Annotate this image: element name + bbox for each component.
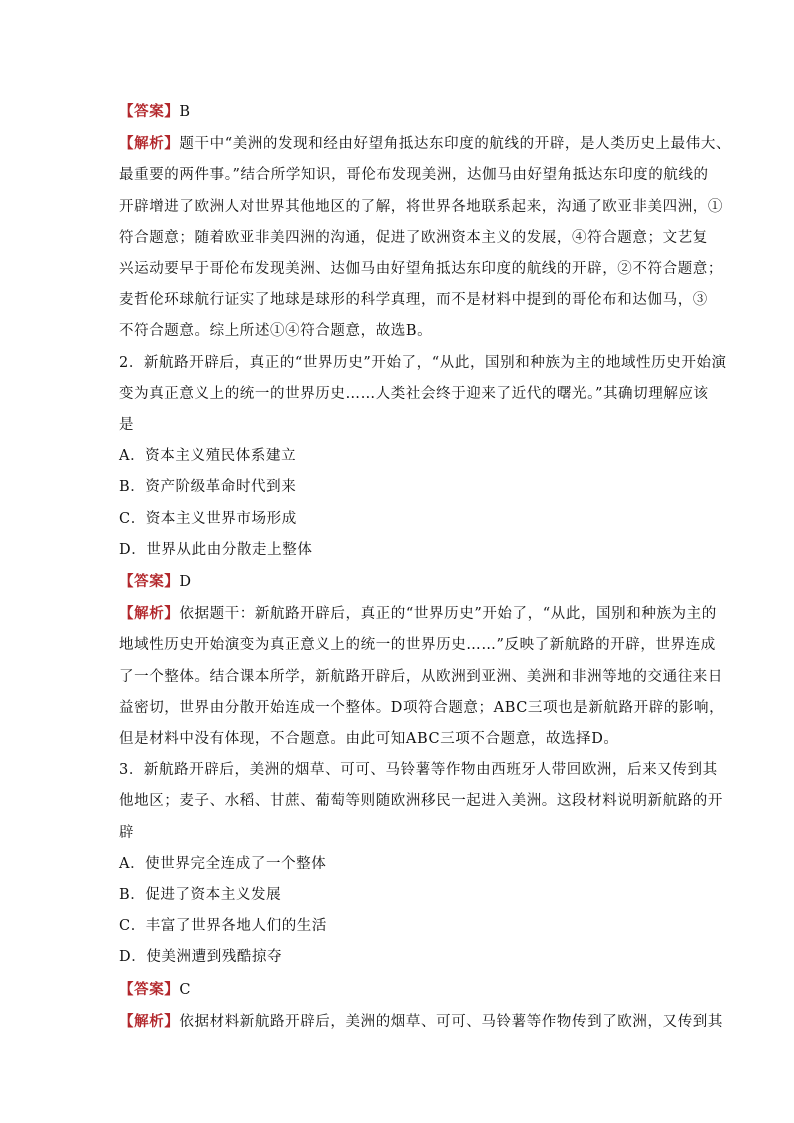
document-page: [119, 96, 732, 1038]
option-b: B．促进了资本主义发展: [119, 887, 282, 904]
answer-tag: 【答案】: [119, 103, 180, 120]
analysis-text-line: 但是材料中没有体现，不合题意。由此可知ABC三项不合题意，故选择D。: [119, 731, 619, 748]
analysis-line: [119, 128, 732, 160]
analysis-text: 题干中“美洲的发现和经由好望角抵达东印度的航线的开辟，是人类历史上最伟大、: [179, 136, 732, 153]
analysis-tag: 【解析】: [119, 1012, 180, 1030]
answer-line: [119, 974, 679, 1006]
analysis-text-line: 地域性历史开始演变为真正意义上的统一的世界历史……”反映了新航路的开辟，世界连成: [119, 637, 716, 654]
option-a: A．资本主义殖民体系建立: [119, 448, 297, 465]
answer-line: [119, 96, 679, 128]
analysis-text-line: 了一个整体。结合课本所学，新航路开辟后，从欧洲到亚洲、美洲和非洲等地的交通往来日: [119, 668, 723, 685]
option-d: D．世界从此由分散走上整体: [119, 541, 313, 558]
analysis-text-line: 不符合题意。综上所述①④符合题意，故选B。: [119, 323, 433, 340]
question-stem-line: 他地区；麦子、水稻、甘蔗、葡萄等则随欧洲移民一起进入美洲。这段材料说明新航路的开: [119, 793, 723, 810]
question-stem-line: 是: [119, 417, 135, 434]
question-stem-line: 变为真正意义上的统一的世界历史……人类社会终于迎来了近代的曙光。”其确切理解应该: [119, 385, 709, 402]
question-stem-line: 3．新航路开辟后，美洲的烟草、可可、马铃薯等作物由西班牙人带回欧洲，后来又传到其: [119, 762, 718, 779]
analysis-tag: 【解析】: [119, 605, 180, 623]
analysis-text-line: 最重要的两件事。”结合所学知识，哥伦布发现美洲，达伽马由好望角抵达东印度的航线的: [119, 167, 709, 184]
analysis-text-line: 麦哲伦环球航行证实了地球是球形的科学真理，而不是材料中提到的哥伦布和达伽马，③: [119, 292, 708, 309]
analysis-text-line: 兴运动要早于哥伦布发现美洲、达伽马由好望角抵达东印度的航线的开辟，②不符合题意；: [119, 261, 723, 278]
option-c: C．丰富了世界各地人们的生活: [119, 918, 327, 935]
option-a: A．使世界完全连成了一个整体: [119, 855, 327, 872]
option-b: B．资产阶级革命时代到来: [119, 479, 297, 496]
analysis-line: [119, 1006, 724, 1038]
answer-value: D: [179, 574, 192, 591]
analysis-text-line: 符合题意；随着欧亚非美四洲的沟通，促进了欧洲资本主义的发展，④符合题意；文艺复: [119, 229, 708, 246]
answer-tag: 【答案】: [119, 573, 180, 591]
analysis-text-line: 益密切，世界由分散开始连成一个整体。D项符合题意；ABC三项也是新航路开辟的影响，: [119, 699, 725, 716]
question-stem-line: 2．新航路开辟后，真正的“世界历史”开始了，“从此，国别和种族为主的地域性历史开始演: [119, 354, 727, 371]
analysis-text: 依据题干：新航路开辟后，真正的“世界历史”开始了，“从此，国别和种族为主的: [179, 606, 717, 623]
analysis-line: [119, 598, 717, 630]
answer-tag: 【答案】: [119, 980, 180, 998]
analysis-tag: 【解析】: [119, 135, 180, 153]
option-d: D．使美洲遭到残酷掠夺: [119, 949, 283, 966]
analysis-text-line: 开辟增进了欧洲人对世界其他地区的了解，将世界各地联系起来，沟通了欧亚非美四洲，①: [119, 198, 723, 215]
answer-value: C: [179, 981, 192, 998]
option-c: C．资本主义世界市场形成: [119, 510, 297, 527]
answer-value: B: [179, 104, 191, 120]
answer-line: [119, 566, 679, 598]
question-stem-line: 辟: [119, 824, 135, 841]
analysis-text: 依据材料新航路开辟后，美洲的烟草、可可、马铃薯等作物传到了欧洲，又传到其: [179, 1013, 724, 1030]
